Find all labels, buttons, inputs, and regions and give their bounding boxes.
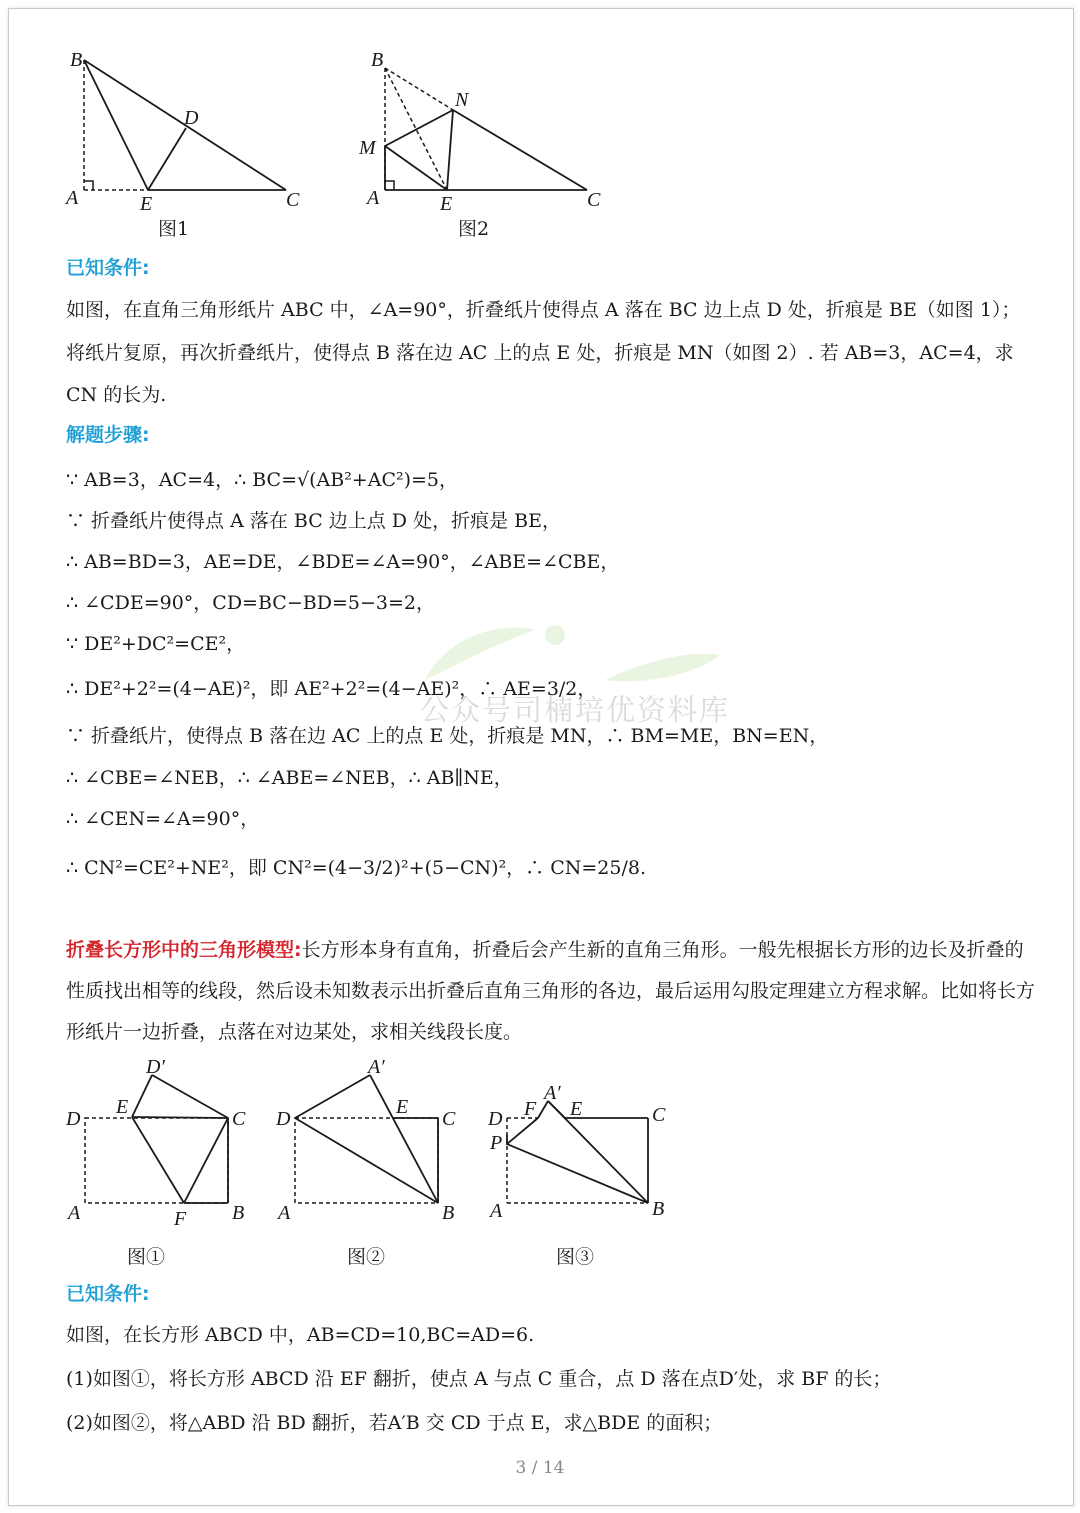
step-2: ∵ 折叠纸片使得点 A 落在 BC 边上点 D 处，折痕是 BE， bbox=[66, 510, 561, 532]
fig1-label-c: C bbox=[286, 189, 300, 210]
fig5-label-a: A bbox=[490, 1200, 503, 1222]
watermark-text: 公众号司楠培优资料库 bbox=[420, 693, 731, 727]
fig3-caption: 图① bbox=[127, 1246, 166, 1268]
known-line-2: 将纸片复原，再次折叠纸片，使得点 B 落在边 AC 上的点 E 处，折痕是 MN（如图 2）. 若 AB=3，AC=4，求 bbox=[66, 342, 1014, 364]
fig2-caption: 图2 bbox=[458, 218, 490, 240]
step-8: ∴ ∠CBE=∠NEB，∴ ∠ABE=∠NEB，∴ AB∥NE， bbox=[66, 767, 513, 789]
solution-steps-title: 解题步骤: bbox=[66, 424, 150, 446]
known-line-3: CN 的长为. bbox=[66, 384, 167, 406]
fig1-label-b: B bbox=[70, 49, 83, 71]
model-paragraph bbox=[66, 930, 1038, 1053]
fig4-label-c: C bbox=[442, 1108, 456, 1130]
step-4: ∴ ∠CDE=90°，CD=BC−BD=5−3=2， bbox=[66, 592, 435, 614]
step-6: ∴ DE²+2²=(4−AE)²，即 AE²+2²=(4−AE)²，∴ AE=3/2， bbox=[66, 678, 597, 700]
fig1-label-d: D bbox=[184, 107, 199, 129]
known2-line-1: 如图，在长方形 ABCD 中，AB=CD=10,BC=AD=6. bbox=[66, 1324, 535, 1346]
known2-line-3: (2)如图②，将△ABD 沿 BD 翻折，若A′B 交 CD 于点 E，求△BDE 的面积； bbox=[66, 1412, 723, 1434]
fig4-label-a: A bbox=[278, 1202, 291, 1224]
fig2-label-b: B bbox=[371, 49, 384, 71]
known-conditions-title-2: 已知条件: bbox=[66, 1283, 150, 1305]
fig2-mn bbox=[385, 110, 453, 146]
step-3: ∴ AB=BD=3，AE=DE，∠BDE=∠A=90°，∠ABE=∠CBE， bbox=[66, 551, 620, 573]
figure-circle-1 bbox=[60, 1055, 260, 1235]
fig3-label-b: B bbox=[232, 1202, 245, 1224]
fig1-label-a: A bbox=[66, 187, 79, 209]
fig2-label-m: M bbox=[359, 137, 376, 159]
fig2-label-a: A bbox=[367, 187, 380, 209]
fig5-label-e: E bbox=[570, 1098, 583, 1120]
fig2-nc bbox=[453, 110, 587, 190]
fig2-label-n: N bbox=[455, 89, 469, 111]
fig2-right-angle-mark bbox=[385, 181, 394, 190]
fig1-ed bbox=[148, 128, 186, 190]
figure-circle-3 bbox=[480, 1055, 680, 1235]
figure-2 bbox=[355, 40, 615, 210]
step-9: ∴ ∠CEN=∠A=90°， bbox=[66, 808, 260, 830]
fig4-label-e: E bbox=[396, 1096, 409, 1118]
fig2-label-e: E bbox=[440, 193, 453, 210]
fig3-label-a: A bbox=[68, 1202, 81, 1224]
step-7: ∵ 折叠纸片，使得点 B 落在边 AC 上的点 E 处，折痕是 MN，∴ BM=ME，BN=EN， bbox=[66, 725, 829, 747]
watermark-leaf-logo bbox=[405, 600, 735, 690]
fig4-label-b: B bbox=[442, 1202, 455, 1224]
fig1-right-angle-mark bbox=[84, 181, 93, 190]
fig4-label-aprime: A′ bbox=[368, 1056, 385, 1078]
fig5-label-p: P bbox=[490, 1132, 503, 1154]
fig3-label-c: C bbox=[232, 1108, 246, 1130]
fig3-label-f: F bbox=[174, 1208, 187, 1230]
figure-circle-2 bbox=[270, 1055, 470, 1235]
fig5-label-b: B bbox=[652, 1198, 665, 1220]
figure-1 bbox=[60, 40, 320, 210]
fig2-ne bbox=[447, 110, 453, 190]
fig4-label-d: D bbox=[276, 1108, 291, 1130]
step-1: ∵ AB=3，AC=4，∴ BC=√(AB²+AC²)=5， bbox=[66, 469, 459, 491]
fig5-caption: 图③ bbox=[556, 1246, 595, 1268]
fig4-caption: 图② bbox=[347, 1246, 386, 1268]
fig5-label-f: F bbox=[524, 1098, 537, 1120]
model-title: 折叠长方形中的三角形模型: bbox=[66, 939, 302, 961]
fig3-label-dprime: D′ bbox=[146, 1056, 165, 1078]
fig1-be bbox=[84, 60, 148, 190]
fig3-label-e: E bbox=[116, 1096, 129, 1118]
fig5-label-c: C bbox=[652, 1104, 666, 1126]
step-10: ∴ CN²=CE²+NE²，即 CN²=(4−3/2)²+(5−CN)²，∴ CN=25/8. bbox=[66, 857, 647, 879]
fig5-label-aprime: A′ bbox=[544, 1082, 561, 1104]
known-line-1: 如图，在直角三角形纸片 ABC 中，∠A=90°，折叠纸片使得点 A 落在 BC 边上点 D 处，折痕是 BE（如图 1）； bbox=[66, 299, 1021, 321]
fig5-label-d: D bbox=[488, 1108, 503, 1130]
fig1-caption: 图1 bbox=[158, 218, 190, 240]
step-5: ∵ DE²+DC²=CE²， bbox=[66, 633, 246, 655]
known-conditions-title: 已知条件: bbox=[66, 257, 150, 279]
known2-line-2: (1)如图①，将长方形 ABCD 沿 EF 翻折，使点 A 与点 C 重合，点 D 落在点D′处，求 BF 的长； bbox=[66, 1368, 892, 1390]
fig2-label-c: C bbox=[587, 189, 601, 210]
page-number: 3 / 14 bbox=[515, 1458, 565, 1478]
fig3-label-d: D bbox=[66, 1108, 81, 1130]
fig1-label-e: E bbox=[140, 193, 153, 210]
model-text: 长方形本身有直角，折叠后会产生新的直角三角形。一般先根据长方形的边长及折叠的性质找出相等的线段，然后设未知数表示出折叠后直角三角形的各边，最后运用勾股定理建立方程求解。比如将长方形纸片一边折叠，点落在对边某处，求相关线段长度。 bbox=[66, 939, 1036, 1043]
